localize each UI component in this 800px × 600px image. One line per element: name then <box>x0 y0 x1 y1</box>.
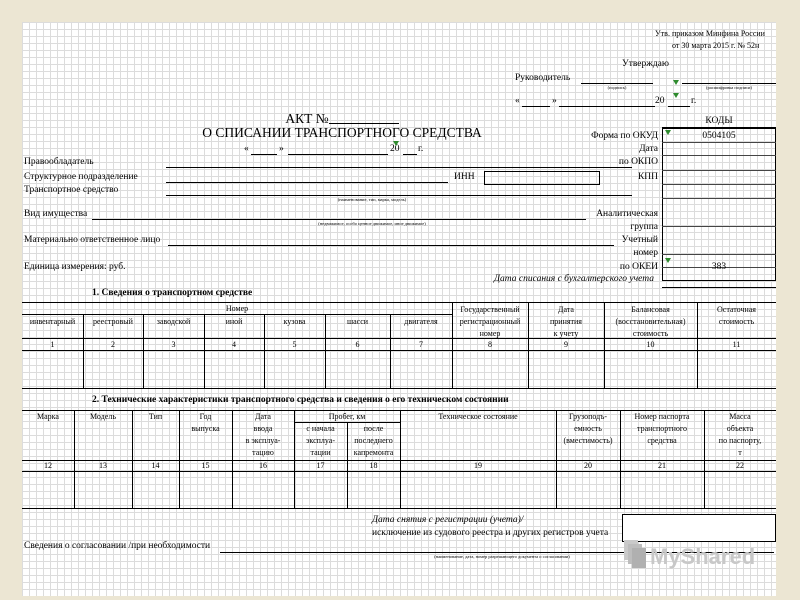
s1-num: 9 <box>564 340 568 349</box>
s2-num: 16 <box>259 461 267 470</box>
act-year-suffix: г. <box>418 144 424 154</box>
owner-label: Правообладатель <box>24 157 94 167</box>
s1-col-inventory: инвентарный <box>29 317 76 326</box>
s1-accept-date-3: к учету <box>553 329 579 338</box>
s2-mass-4: т <box>738 448 742 457</box>
act-day-line[interactable] <box>251 154 277 155</box>
property-type-line[interactable] <box>92 219 586 220</box>
inn-label: ИНН <box>454 172 475 182</box>
s1-balance-3: стоимость <box>632 329 669 338</box>
section1-data-row[interactable] <box>22 350 776 388</box>
name-caption: (расшифровка подписи) <box>706 85 752 90</box>
analytic-label-2: группа <box>630 222 658 232</box>
s2-start-2: ввода <box>253 424 273 433</box>
s1-balance-1: Балансовая <box>631 305 670 314</box>
okei-label: по ОКЕИ <box>619 262 658 272</box>
okud-label: Форма по ОКУД <box>591 131 658 141</box>
s2-num: 17 <box>316 461 325 470</box>
s2-passport-2: транспортного <box>636 424 687 433</box>
s2-mass-1: Масса <box>729 412 751 421</box>
head-signature-line[interactable] <box>581 83 653 84</box>
s2-type: Тип <box>148 412 163 421</box>
s1-num: 2 <box>111 340 115 349</box>
act-title: АКТ № <box>182 112 502 126</box>
s1-num: 8 <box>488 340 492 349</box>
s1-reg-number-3: номер <box>479 329 501 338</box>
approve-month-line[interactable] <box>559 106 655 107</box>
property-caption: (недвижимое, особо ценное движимое, иное движимое) <box>318 221 426 226</box>
s2-num: 15 <box>201 461 210 470</box>
s2-num: 18 <box>369 461 378 470</box>
property-type-label: Вид имущества <box>24 209 88 219</box>
s1-col-chassis: шасси <box>346 317 369 326</box>
signature-caption: (подпись) <box>607 85 627 90</box>
s1-col-other: иной <box>225 317 243 326</box>
s2-year-2: выпуска <box>191 424 220 433</box>
vehicle-label: Транспортное средство <box>24 185 119 195</box>
s2-num: 20 <box>584 461 592 470</box>
responsible-label: Материально ответственное лицо <box>24 235 161 245</box>
watermark-text: MyShared <box>650 544 756 569</box>
dereg-label-2: исключение из судового реестра и других регистров учета <box>372 528 609 538</box>
s1-residual-1: Остаточная <box>717 305 756 314</box>
form-sheet <box>22 22 776 596</box>
s2-mileage-start-3: тации <box>310 448 331 457</box>
s2-brand: Марка <box>37 412 59 421</box>
approval-order: Утв. приказом Минфина России <box>655 29 765 38</box>
s1-reg-number-1: Государственный <box>460 305 520 314</box>
s2-mileage-after-2: последнего <box>354 436 393 445</box>
s2-year-1: Год <box>199 412 212 421</box>
approve-label: Утверждаю <box>622 59 669 69</box>
s1-num: 6 <box>355 340 360 349</box>
s1-col-engine: двигателя <box>404 317 438 326</box>
s1-accept-date-1: Дата <box>558 305 574 314</box>
approval-date: от 30 марта 2015 г. № 52н <box>672 41 760 50</box>
tick-icon <box>673 80 679 85</box>
approve-date-close: » <box>552 96 557 106</box>
owner-line[interactable] <box>166 167 632 168</box>
vehicle-line[interactable] <box>166 195 632 196</box>
writeoff-date-line[interactable] <box>662 287 776 288</box>
act-month-line[interactable] <box>288 154 388 155</box>
s2-num: 22 <box>736 461 744 470</box>
section1-title: 1. Сведения о транспортном средстве <box>92 288 253 298</box>
section1-top-border <box>22 302 776 303</box>
watermark-logo <box>620 532 780 576</box>
kpp-label: КПП <box>637 172 658 182</box>
tick-icon <box>393 141 399 146</box>
division-label: Структурное подразделение <box>24 172 138 182</box>
analytic-label: Аналитическая <box>596 209 658 219</box>
s2-capacity-3: (вместимость) <box>563 436 613 445</box>
s2-mileage-start-1: с начала <box>306 424 335 433</box>
inn-field[interactable] <box>484 171 600 185</box>
s1-num: 11 <box>732 340 741 349</box>
approve-day-line[interactable] <box>522 106 550 107</box>
account-label: Учетный <box>621 235 658 245</box>
section2-data-row[interactable] <box>22 471 776 508</box>
s2-num: 13 <box>99 461 107 470</box>
s2-start-4: тацию <box>252 448 274 457</box>
s2-num: 14 <box>151 461 160 470</box>
s1-reg-number-2: регистрационный <box>459 317 521 326</box>
s2-passport-1: Номер паспорта <box>634 412 690 421</box>
s2-start-3: в эксплуа- <box>245 436 281 445</box>
act-year-prefix: 20 <box>390 144 400 154</box>
approve-year-prefix: 20 <box>655 96 665 106</box>
act-year-line[interactable] <box>403 154 417 155</box>
act-subtitle: О СПИСАНИИ ТРАНСПОРТНОГО СРЕДСТВА <box>202 125 482 140</box>
section2-title: 2. Технические характеристики транспортного средства и сведения о его техническом состоянии <box>92 395 509 405</box>
division-line[interactable] <box>166 182 448 183</box>
head-label: Руководитель <box>515 73 571 83</box>
s1-num: 7 <box>419 340 423 349</box>
s2-mass-2: объекта <box>726 424 754 433</box>
codes-box <box>662 128 776 281</box>
s2-mileage: Пробег, км <box>328 412 366 421</box>
approve-date-open: « <box>515 96 520 106</box>
s2-passport-3: средства <box>647 436 677 445</box>
okud-value: 0504105 <box>702 131 736 141</box>
writeoff-date-label: Дата списания с бухгалтерского учета <box>493 274 654 284</box>
section2-top-border <box>22 410 776 411</box>
s2-capacity-2: емность <box>574 424 602 433</box>
s2-num: 21 <box>658 461 666 470</box>
agreement-label: Сведения о согласовании /при необходимости <box>24 541 211 551</box>
s1-col-registry: реестровый <box>93 317 133 326</box>
s1-accept-date-2: принятия <box>550 317 582 326</box>
s2-tech-state: Техническое состояние <box>438 412 518 421</box>
okei-value: 383 <box>711 262 727 272</box>
s2-num: 12 <box>44 461 52 470</box>
dereg-label: Дата снятия с регистрации (учета)/ <box>372 515 524 525</box>
s2-mileage-after-3: капремонта <box>353 448 394 457</box>
act-date-close: » <box>279 144 284 154</box>
s2-mileage-start-2: эксплуа- <box>305 436 336 445</box>
s1-num: 4 <box>232 340 236 349</box>
s1-residual-2: стоимость <box>718 317 755 326</box>
agreement-caption: (наименование, дата, номер разрешающего документа о согласовании) <box>434 554 570 559</box>
s1-num: 1 <box>50 340 55 349</box>
s2-mass-3: по паспорту, <box>718 436 762 445</box>
approve-year-suffix: г. <box>691 96 697 106</box>
s1-col-factory: заводской <box>156 317 191 326</box>
unit-label: Единица измерения: руб. <box>24 262 126 272</box>
s2-mileage-after-1: после <box>363 424 384 433</box>
date-code-label: Дата <box>639 144 658 154</box>
s1-num: 3 <box>171 340 176 349</box>
s2-start-1: Дата <box>255 412 271 421</box>
okpo-label: по ОКПО <box>618 157 658 167</box>
s1-num: 5 <box>292 340 297 349</box>
s1-col-body: кузова <box>283 317 306 326</box>
tick-icon <box>673 93 679 98</box>
s2-num: 19 <box>474 461 482 470</box>
s1-num: 10 <box>646 340 655 349</box>
approve-year-line[interactable] <box>668 106 690 107</box>
s1-number-group: Номер <box>225 304 249 313</box>
head-name-line[interactable] <box>682 83 776 84</box>
responsible-line[interactable] <box>168 245 614 246</box>
vehicle-caption: (наименование, тип, марка, модель) <box>337 197 407 202</box>
codes-title: КОДЫ <box>705 116 733 126</box>
s2-model: Модель <box>90 412 116 421</box>
s2-capacity-1: Грузоподъ- <box>568 412 608 421</box>
s1-balance-2: (восстановительная) <box>615 317 686 326</box>
account-label-2: номер <box>633 248 658 258</box>
act-date-open: « <box>244 144 249 154</box>
